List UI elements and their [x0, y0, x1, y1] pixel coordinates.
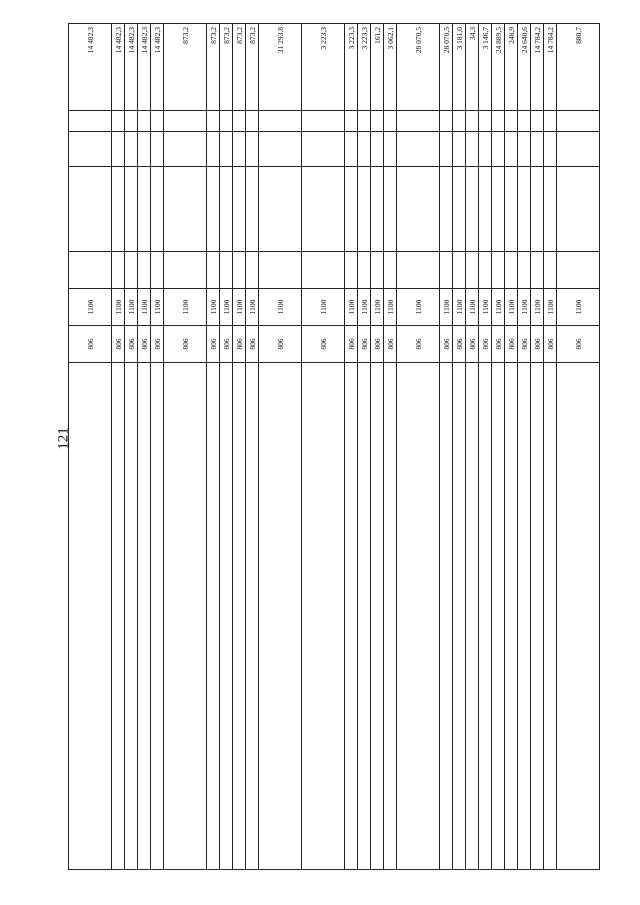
row-kind-mark: [138, 111, 151, 132]
row-kind-mark: [220, 111, 233, 132]
table-row: [358, 24, 371, 870]
row-expense-type: [557, 132, 600, 167]
table-row: [259, 24, 302, 870]
row-amount: 28 070,5: [440, 24, 453, 111]
row-name: [345, 363, 358, 870]
table-row: [246, 24, 259, 870]
row-name: [557, 363, 600, 870]
row-name: [69, 363, 112, 870]
row-target-article: [112, 167, 125, 252]
table-row: [397, 24, 440, 870]
row-target-article: [544, 167, 557, 252]
row-section-code: 1100: [358, 289, 371, 326]
row-subsection-code: [138, 252, 151, 289]
row-dept-code: 806: [397, 326, 440, 363]
row-section-code: 1100: [345, 289, 358, 326]
row-dept-code: 806: [531, 326, 544, 363]
row-target-article: [125, 167, 138, 252]
row-target-article: [492, 167, 505, 252]
row-name: [466, 363, 479, 870]
row-name: [531, 363, 544, 870]
row-subsection-code: [112, 252, 125, 289]
row-name: [371, 363, 384, 870]
row-expense-type: [397, 132, 440, 167]
row-target-article: [371, 167, 384, 252]
row-kind-mark: [302, 111, 345, 132]
row-kind-mark: [207, 111, 220, 132]
row-dept-code: 806: [138, 326, 151, 363]
row-name: [518, 363, 531, 870]
row-dept-code: 806: [69, 326, 112, 363]
row-amount: 14 482,3: [138, 24, 151, 111]
row-dept-code: 806: [453, 326, 466, 363]
row-name: [479, 363, 492, 870]
row-dept-code: 806: [164, 326, 207, 363]
row-expense-type: [302, 132, 345, 167]
row-target-article: [164, 167, 207, 252]
row-dept-code: 806: [207, 326, 220, 363]
row-target-article: [466, 167, 479, 252]
row-kind-mark: [164, 111, 207, 132]
row-amount: 28 070,5: [397, 24, 440, 111]
row-subsection-code: [233, 252, 246, 289]
row-kind-mark: [453, 111, 466, 132]
row-expense-type: [371, 132, 384, 167]
row-subsection-code: [492, 252, 505, 289]
row-name: [544, 363, 557, 870]
table-row: [207, 24, 220, 870]
row-section-code: 1100: [220, 289, 233, 326]
row-amount: 14 482,3: [112, 24, 125, 111]
row-amount: 3 223,3: [345, 24, 358, 111]
row-subsection-code: [531, 252, 544, 289]
table-row: [302, 24, 345, 870]
row-name: [440, 363, 453, 870]
budget-table-frame: [68, 27, 583, 870]
row-target-article: [207, 167, 220, 252]
row-kind-mark: [112, 111, 125, 132]
row-expense-type: [112, 132, 125, 167]
row-kind-mark: [371, 111, 384, 132]
row-amount: 24 640,6: [518, 24, 531, 111]
table-row: [518, 24, 531, 870]
row-subsection-code: [479, 252, 492, 289]
row-target-article: [151, 167, 164, 252]
row-name: [207, 363, 220, 870]
row-subsection-code: [125, 252, 138, 289]
row-amount: 3 062,1: [384, 24, 397, 111]
row-expense-type: [220, 132, 233, 167]
row-section-code: 1100: [164, 289, 207, 326]
row-dept-code: 806: [246, 326, 259, 363]
row-section-code: 1100: [479, 289, 492, 326]
row-subsection-code: [207, 252, 220, 289]
row-amount: 873,2: [207, 24, 220, 111]
row-amount: 14 784,2: [531, 24, 544, 111]
row-subsection-code: [302, 252, 345, 289]
row-target-article: [233, 167, 246, 252]
row-subsection-code: [453, 252, 466, 289]
budget-table-body: [69, 24, 600, 870]
row-section-code: 1100: [151, 289, 164, 326]
row-amount: 880,7: [557, 24, 600, 111]
row-subsection-code: [164, 252, 207, 289]
row-expense-type: [259, 132, 302, 167]
row-kind-mark: [151, 111, 164, 132]
row-subsection-code: [397, 252, 440, 289]
row-section-code: 1100: [505, 289, 518, 326]
row-dept-code: 806: [112, 326, 125, 363]
row-dept-code: 806: [440, 326, 453, 363]
row-kind-mark: [384, 111, 397, 132]
row-expense-type: [233, 132, 246, 167]
row-name: [397, 363, 440, 870]
table-row: [69, 24, 112, 870]
row-amount: 31 293,8: [259, 24, 302, 111]
row-dept-code: 806: [220, 326, 233, 363]
table-row: [233, 24, 246, 870]
row-section-code: 1100: [557, 289, 600, 326]
row-dept-code: 806: [345, 326, 358, 363]
row-expense-type: [518, 132, 531, 167]
row-expense-type: [246, 132, 259, 167]
row-dept-code: 806: [233, 326, 246, 363]
row-kind-mark: [531, 111, 544, 132]
table-row: [164, 24, 207, 870]
row-dept-code: 806: [544, 326, 557, 363]
row-target-article: [397, 167, 440, 252]
row-name: [358, 363, 371, 870]
row-name: [151, 363, 164, 870]
row-name: [259, 363, 302, 870]
row-amount: 873,2: [164, 24, 207, 111]
row-subsection-code: [518, 252, 531, 289]
row-dept-code: 806: [371, 326, 384, 363]
row-kind-mark: [358, 111, 371, 132]
row-dept-code: 806: [557, 326, 600, 363]
row-dept-code: 806: [125, 326, 138, 363]
row-section-code: 1100: [69, 289, 112, 326]
row-expense-type: [207, 132, 220, 167]
row-amount: 3 146,7: [479, 24, 492, 111]
row-section-code: 1100: [384, 289, 397, 326]
row-section-code: 1100: [207, 289, 220, 326]
row-target-article: [302, 167, 345, 252]
row-subsection-code: [557, 252, 600, 289]
table-row: [466, 24, 479, 870]
row-kind-mark: [397, 111, 440, 132]
row-amount: 14 482,3: [69, 24, 112, 111]
table-row: [544, 24, 557, 870]
row-target-article: [138, 167, 151, 252]
row-section-code: 1100: [466, 289, 479, 326]
row-kind-mark: [125, 111, 138, 132]
row-expense-type: [345, 132, 358, 167]
row-kind-mark: [233, 111, 246, 132]
row-name: [505, 363, 518, 870]
row-name: [112, 363, 125, 870]
row-section-code: 1100: [544, 289, 557, 326]
row-target-article: [531, 167, 544, 252]
row-expense-type: [531, 132, 544, 167]
row-dept-code: 806: [259, 326, 302, 363]
row-section-code: 1100: [138, 289, 151, 326]
row-target-article: [220, 167, 233, 252]
row-name: [302, 363, 345, 870]
row-target-article: [557, 167, 600, 252]
row-amount: 34,3: [466, 24, 479, 111]
row-dept-code: 806: [518, 326, 531, 363]
row-target-article: [453, 167, 466, 252]
row-dept-code: 806: [384, 326, 397, 363]
row-target-article: [345, 167, 358, 252]
row-kind-mark: [479, 111, 492, 132]
row-expense-type: [505, 132, 518, 167]
row-target-article: [440, 167, 453, 252]
row-amount: 14 784,2: [544, 24, 557, 111]
row-name: [453, 363, 466, 870]
row-name: [125, 363, 138, 870]
row-dept-code: 806: [358, 326, 371, 363]
table-row: [112, 24, 125, 870]
row-subsection-code: [69, 252, 112, 289]
row-name: [220, 363, 233, 870]
row-kind-mark: [505, 111, 518, 132]
row-dept-code: 806: [466, 326, 479, 363]
row-subsection-code: [259, 252, 302, 289]
row-amount: 14 482,3: [151, 24, 164, 111]
table-row: [371, 24, 384, 870]
row-amount: 873,2: [220, 24, 233, 111]
row-section-code: 1100: [246, 289, 259, 326]
row-kind-mark: [440, 111, 453, 132]
row-section-code: 1100: [371, 289, 384, 326]
table-row: [492, 24, 505, 870]
row-kind-mark: [345, 111, 358, 132]
table-row: [151, 24, 164, 870]
row-expense-type: [138, 132, 151, 167]
row-section-code: 1100: [518, 289, 531, 326]
row-name: [246, 363, 259, 870]
row-amount: 161,2: [371, 24, 384, 111]
row-expense-type: [479, 132, 492, 167]
row-target-article: [518, 167, 531, 252]
row-expense-type: [440, 132, 453, 167]
row-kind-mark: [466, 111, 479, 132]
row-section-code: 1100: [125, 289, 138, 326]
row-kind-mark: [492, 111, 505, 132]
row-section-code: 1100: [302, 289, 345, 326]
row-subsection-code: [440, 252, 453, 289]
row-target-article: [505, 167, 518, 252]
row-subsection-code: [151, 252, 164, 289]
row-subsection-code: [220, 252, 233, 289]
table-row: [125, 24, 138, 870]
budget-table-rotated: [68, 27, 583, 870]
row-expense-type: [466, 132, 479, 167]
table-row: [138, 24, 151, 870]
row-amount: 14 482,3: [125, 24, 138, 111]
row-kind-mark: [259, 111, 302, 132]
row-subsection-code: [345, 252, 358, 289]
table-row: [531, 24, 544, 870]
row-name: [384, 363, 397, 870]
row-dept-code: 806: [492, 326, 505, 363]
row-expense-type: [69, 132, 112, 167]
table-row: [345, 24, 358, 870]
row-kind-mark: [246, 111, 259, 132]
row-subsection-code: [466, 252, 479, 289]
row-name: [492, 363, 505, 870]
row-target-article: [479, 167, 492, 252]
row-section-code: 1100: [453, 289, 466, 326]
row-section-code: 1100: [259, 289, 302, 326]
row-expense-type: [358, 132, 371, 167]
row-amount: 24 889,5: [492, 24, 505, 111]
row-expense-type: [453, 132, 466, 167]
row-kind-mark: [544, 111, 557, 132]
row-amount: 873,2: [246, 24, 259, 111]
row-expense-type: [164, 132, 207, 167]
row-kind-mark: [518, 111, 531, 132]
table-row: [384, 24, 397, 870]
row-name: [164, 363, 207, 870]
table-row: [557, 24, 600, 870]
budget-table: [68, 23, 600, 870]
row-dept-code: 806: [302, 326, 345, 363]
row-target-article: [246, 167, 259, 252]
row-section-code: 1100: [397, 289, 440, 326]
table-row: [479, 24, 492, 870]
table-row: [505, 24, 518, 870]
row-dept-code: 806: [151, 326, 164, 363]
row-kind-mark: [557, 111, 600, 132]
table-row: [440, 24, 453, 870]
row-expense-type: [125, 132, 138, 167]
row-section-code: 1100: [112, 289, 125, 326]
row-expense-type: [544, 132, 557, 167]
row-target-article: [358, 167, 371, 252]
row-dept-code: 806: [479, 326, 492, 363]
row-section-code: 1100: [440, 289, 453, 326]
page-number: 121: [55, 427, 72, 450]
row-subsection-code: [544, 252, 557, 289]
row-subsection-code: [384, 252, 397, 289]
row-subsection-code: [358, 252, 371, 289]
row-target-article: [259, 167, 302, 252]
row-kind-mark: [69, 111, 112, 132]
table-row: [220, 24, 233, 870]
row-section-code: 1100: [531, 289, 544, 326]
row-amount: 3 181,0: [453, 24, 466, 111]
row-expense-type: [384, 132, 397, 167]
row-target-article: [69, 167, 112, 252]
row-section-code: 1100: [233, 289, 246, 326]
row-subsection-code: [371, 252, 384, 289]
row-name: [138, 363, 151, 870]
row-section-code: 1100: [492, 289, 505, 326]
row-amount: 3 223,3: [302, 24, 345, 111]
row-subsection-code: [246, 252, 259, 289]
row-amount: 873,2: [233, 24, 246, 111]
row-amount: 3 223,3: [358, 24, 371, 111]
row-subsection-code: [505, 252, 518, 289]
row-dept-code: 806: [505, 326, 518, 363]
table-row: [453, 24, 466, 870]
row-expense-type: [492, 132, 505, 167]
row-name: [233, 363, 246, 870]
row-amount: 248,9: [505, 24, 518, 111]
row-target-article: [384, 167, 397, 252]
row-expense-type: [151, 132, 164, 167]
